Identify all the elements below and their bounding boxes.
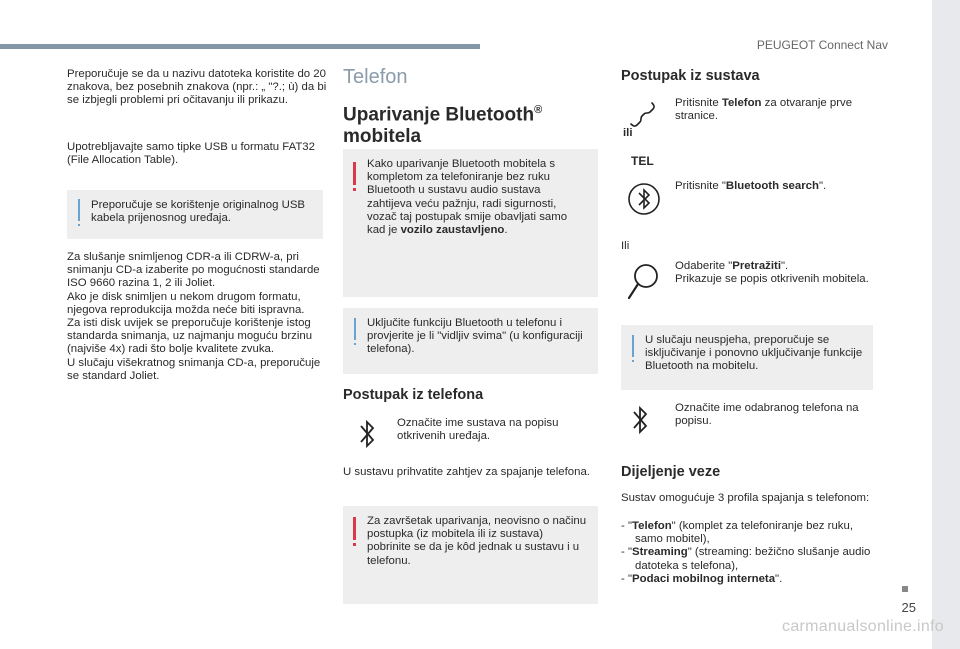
subheading-system-procedure: Postupak iz sustava bbox=[621, 68, 760, 84]
page-title-line2: mobitela bbox=[343, 126, 422, 148]
warning-box-safety bbox=[343, 149, 598, 297]
phone-handset-icon bbox=[628, 100, 658, 130]
step-search bbox=[675, 260, 873, 286]
list-item-text: " (komplet za telefoniranje bez ruku, samo mobitel), bbox=[635, 520, 853, 546]
tel-button-label: TEL bbox=[631, 154, 654, 168]
accept-request-note: U sustavu prihvatite zahtjev za spajanje telefona. bbox=[343, 466, 590, 478]
warning-text bbox=[367, 158, 588, 237]
info-box-failure bbox=[621, 325, 873, 390]
step-text-c: ". bbox=[818, 180, 827, 192]
warning-text-c: . bbox=[504, 224, 508, 237]
list-item-prefix: - " bbox=[621, 572, 633, 585]
subheading-phone-procedure: Postupak iz telefona bbox=[343, 387, 484, 403]
profiles-intro: Sustav omogućuje 3 profila spajanja s telefonom: bbox=[621, 492, 870, 504]
bluetooth-search-icon bbox=[626, 181, 662, 217]
step-select-phone: Označite ime odabranog telefona na popisu. bbox=[675, 402, 859, 428]
page-number: 25 bbox=[901, 600, 916, 615]
list-item bbox=[621, 573, 873, 586]
bluetooth-icon bbox=[631, 402, 649, 438]
info-text: Preporučuje se korištenje originalnog USB kabela prijenosnog uređaja. bbox=[91, 199, 306, 225]
search-icon bbox=[626, 262, 662, 302]
warning-icon bbox=[353, 162, 356, 185]
step-text-c: ". bbox=[780, 260, 789, 272]
step-text-d: Prikazuje se popis otkrivenih mobitela. bbox=[675, 273, 869, 286]
step-press-phone bbox=[675, 97, 873, 123]
list-item-text: " (streaming: bežično slušanje audio datoteka s telefona), bbox=[635, 546, 871, 572]
cd-recording-note: Za slušanje snimljenog CDR-a ili CDRW-a, pri snimanju CD-a izaberite po mogućnosti standarde ISO 9660 razina 1, 2 ili Joliet. Ako je disk snimljen u nekom drugom formatu, njegova reprodukcija možda neće biti ispravna. Za isti disk uvijek se preporučuje korištenje istog standarda snimanja, uz najmanju moguću brzinu (najviše 4x) radi što bolje kvalitete zvuka. U slučaju višekratnog snimanja CD-a, preporučuje se standard Joliet. bbox=[67, 251, 321, 382]
step-select-system: Označite ime sustava na popisu otkrivenih uređaja. bbox=[397, 417, 559, 443]
step-text-bold: Pretražiti bbox=[732, 260, 781, 272]
page-title bbox=[343, 99, 593, 148]
header-title: PEUGEOT Connect Nav bbox=[756, 38, 888, 52]
step-text-a: Pritisnite " bbox=[675, 180, 726, 192]
info-icon bbox=[354, 318, 356, 340]
header-bar bbox=[0, 44, 480, 49]
step-text-bold: Telefon bbox=[721, 97, 762, 109]
warning-icon bbox=[353, 517, 356, 540]
list-item-bold: Streaming bbox=[632, 546, 688, 559]
usb-format-note: Upotrebljavajte samo tipke USB u formatu FAT32 (File Allocation Table). bbox=[67, 141, 315, 167]
warning-text-a: Kako uparivanje Bluetooth mobitela s kompletom za telefoniranje bez ruku Bluetooth u sustavu audio sustava zahtijeva veću pažnju, radi sigurnosti, vozač taj postupak smije obavljati samo kad je bbox=[367, 158, 568, 237]
info-box-usb-cable bbox=[67, 190, 323, 239]
info-icon bbox=[78, 199, 80, 221]
warning-text: Za završetak uparivanja, neovisno o načinu postupka (iz mobitela ili iz sustava) pobrinite se da je kôd jednak u sustavu i u telefonu. bbox=[367, 515, 587, 567]
section-title: Telefon bbox=[343, 66, 408, 88]
bluetooth-icon bbox=[358, 416, 376, 452]
subheading-connection-sharing: Dijeljenje veze bbox=[621, 464, 721, 480]
info-text: U slučaju neuspjeha, preporučuje se isključivanje i ponovno uključivanje funkcije Bluetooth na mobitelu. bbox=[645, 334, 863, 373]
step-text-c: za otvaranje prve stranice. bbox=[675, 97, 853, 123]
page-edge-band bbox=[932, 0, 960, 649]
step-text-bold: Bluetooth search bbox=[725, 180, 819, 192]
or-label: ili bbox=[623, 127, 633, 139]
warning-text-bold: vozilo zaustavljeno bbox=[400, 224, 505, 237]
info-box-visibility bbox=[343, 308, 598, 374]
list-item-text: ". bbox=[775, 572, 783, 585]
step-bluetooth-search bbox=[675, 180, 873, 193]
list-item bbox=[621, 520, 873, 546]
or-label-2: Ili bbox=[621, 240, 630, 252]
next-page-marker bbox=[902, 586, 908, 592]
watermark: carmanualsonline.info bbox=[782, 618, 944, 635]
info-text: Uključite funkciju Bluetooth u telefonu i provjerite je li "vidljiv svima" (u konfiguraciji telefona). bbox=[367, 317, 583, 356]
list-item-prefix: - " bbox=[621, 520, 633, 532]
list-item-bold: Podaci mobilnog interneta bbox=[632, 572, 776, 585]
usb-filename-note: Preporučuje se da u nazivu datoteka koristite do 20 znakova, bez posebnih znakova (npr.: „ "?.; ù) da bi se izbjegli problemi pri očitavanju ili prikazu. bbox=[67, 68, 327, 107]
warning-box-code bbox=[343, 506, 598, 604]
info-icon bbox=[632, 335, 634, 357]
list-item bbox=[621, 546, 873, 572]
step-text-a: Odaberite " bbox=[675, 260, 733, 272]
page-title-sup: ® bbox=[534, 104, 543, 116]
step-text-a: Pritisnite bbox=[675, 97, 722, 109]
page-title-line1: Uparivanje Bluetooth bbox=[343, 104, 535, 126]
profile-list bbox=[621, 520, 873, 586]
list-item-bold: Telefon bbox=[632, 520, 672, 532]
list-item-prefix: - " bbox=[621, 546, 633, 559]
